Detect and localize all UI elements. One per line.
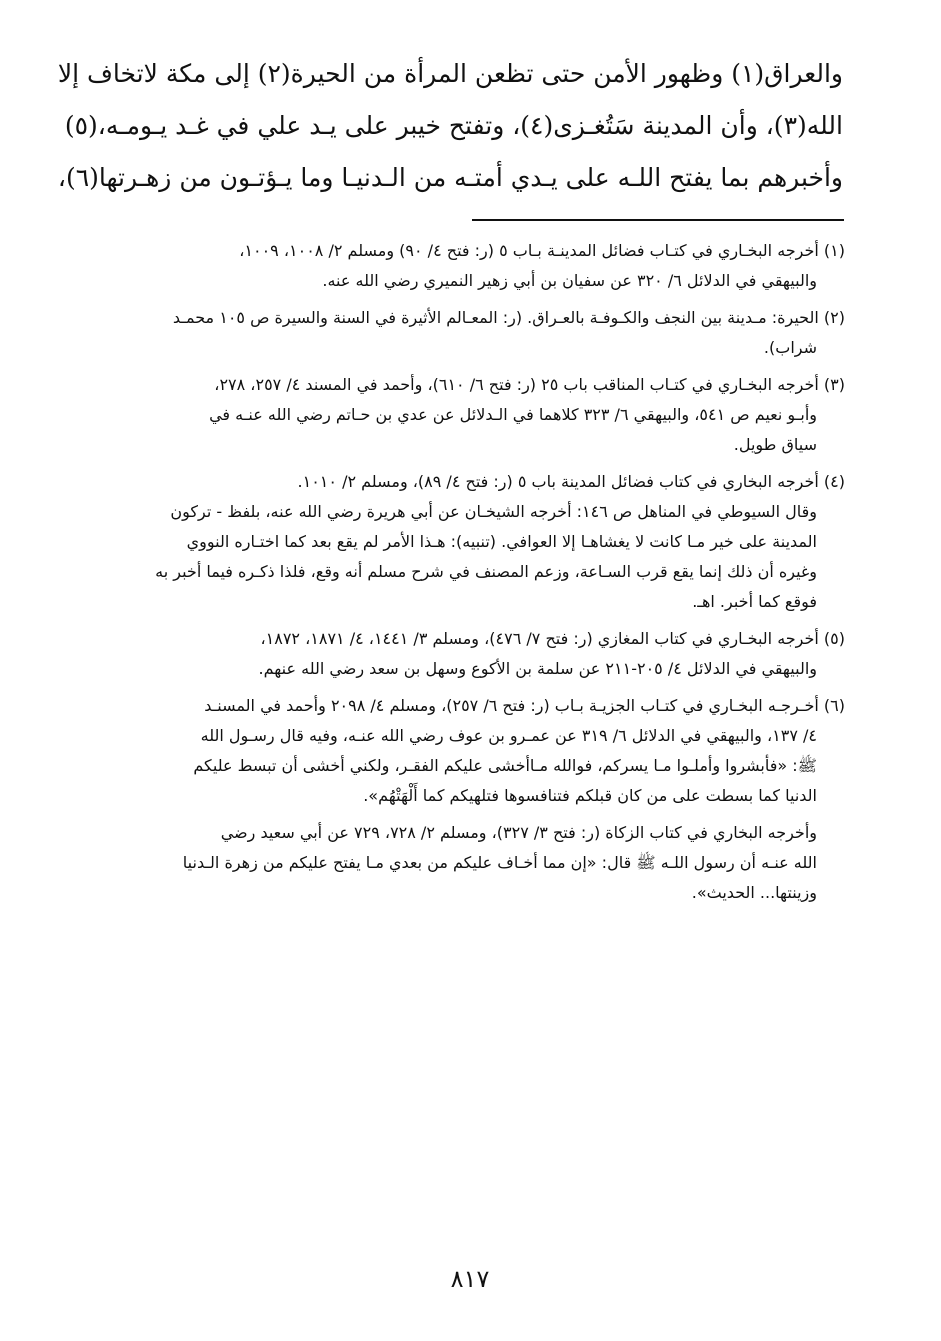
footnote-line: ٤/ ١٣٧، والبيهقي في الدلائل ٦/ ٣١٩ عن عمـرو بن عوف رضي الله عنـه، وفيه قال رسـول الله bbox=[200, 726, 817, 745]
footnotes bbox=[108, 236, 845, 915]
footnote-line: والبيهقي في الدلائل ٦/ ٣٢٠ عن سفيان بن أبي زهير النميري رضي الله عنه. bbox=[322, 271, 817, 290]
footnote-line: وغيره أن ذلك إنما يقع قرب السـاعة، وزعم المصنف في شرح مسلم أنه وقع، فلذا ذكـره فيما أخبر به bbox=[155, 562, 817, 581]
footnote-1 bbox=[108, 236, 845, 296]
footnote-2 bbox=[108, 303, 845, 363]
footnote-line: فوقع كما أخبر. اهـ. bbox=[692, 592, 817, 611]
footnote-line: (٢) الحيرة: مـدينة بين النجف والكـوفـة بالعـراق. (ر: المعـالم الأثيرة في السنة والسيرة ص ١٠٥ محمـد bbox=[172, 308, 845, 327]
footnote-6 bbox=[108, 691, 845, 811]
footnote-line: وقال السيوطي في المناهل ص ١٤٦: أخرجه الشيخـان عن أبي هريرة رضي الله عنه، بلفظ - تركون bbox=[170, 502, 817, 521]
main-text bbox=[57, 48, 843, 204]
footnote-line: المدينة على خير مـا كانت لا يغشاهـا إلا العوافي. (تنبيه): هـذا الأمر لم يقع بعد كما اختـاره النووي bbox=[186, 532, 817, 551]
main-text-line: الله(٣)، وأن المدينة سَتُغـزى(٤)، وتفتح خيبر على يـد علي في غـد يـومـه،(٥) bbox=[64, 111, 843, 140]
footnote-line: ﷺ: «فأبشروا وأملـوا مـا يسركم، فوالله مـاأخشى عليكم الفقـر، ولكني أخشى أن تبسط عليكم bbox=[193, 756, 817, 775]
footnote-line: سياق طويل. bbox=[733, 435, 817, 454]
main-text-line: والعراق(١) وظهور الأمن حتى تظعن المرأة من الحيرة(٢) إلى مكة لاتخاف إلا bbox=[57, 59, 843, 88]
footnote-line: وأبـو نعيم ص ٥٤١، والبيهقي ٦/ ٣٢٣ كلاهما في الـدلائل عن عدي بن حـاتم رضي الله عنـه في bbox=[209, 405, 817, 424]
footnote-4 bbox=[108, 467, 845, 617]
footnote-6-continued bbox=[108, 818, 845, 908]
main-text-line: وأخبرهم بما يفتح اللـه على يـدي أمتـه من الـدنيـا وما يـؤتـون من زهـرتها(٦)، bbox=[57, 163, 843, 192]
footnote-5 bbox=[108, 624, 845, 684]
footnote-separator bbox=[472, 219, 844, 221]
footnote-line: (٣) أخرجه البخـاري في كتـاب المناقب باب ٢٥ (ر: فتح ٦/ ٦١٠)، وأحمد في المسند ٤/ ٢٥٧، ٢٧٨، bbox=[214, 375, 845, 394]
footnote-line: شراب). bbox=[763, 338, 817, 357]
footnote-line: (٥) أخرجه البخـاري في كتاب المغازي (ر: فتح ٧/ ٤٧٦)، ومسلم ٣/ ١٤٤١، ٤/ ١٨٧١، ١٨٧٢، bbox=[260, 629, 845, 648]
footnote-line: (٤) أخرجه البخاري في كتاب فضائل المدينة باب ٥ (ر: فتح ٤/ ٨٩)، ومسلم ٢/ ١٠١٠. bbox=[297, 472, 845, 491]
footnote-line: الله عنـه أن رسول اللـه ﷺ قال: «إن مما أخـاف عليكم من بعدي مـا يفتح عليكم من زهرة الـدنيا bbox=[182, 853, 817, 872]
footnote-3 bbox=[108, 370, 845, 460]
footnote-line: وأخرجه البخاري في كتاب الزكاة (ر: فتح ٣/ ٣٢٧)، ومسلم ٢/ ٧٢٨، ٧٢٩ عن أبي سعيد رضي bbox=[220, 823, 817, 842]
footnote-line: وزينتها... الحديث». bbox=[691, 883, 817, 902]
footnote-line: والبيهقي في الدلائل ٤/ ٢٠٥-٢١١ عن سلمة بن الأكوع وسهل بن سعد رضي الله عنهم. bbox=[258, 659, 817, 678]
footnote-line: (٦) أخـرجـه البخـاري في كتـاب الجزيـة بـاب (ر: فتح ٦/ ٢٥٧)، ومسلم ٤/ ٢٠٩٨ وأحمد في المسنـد bbox=[204, 696, 845, 715]
footnote-line: الدنيا كما بسطت على من كان قبلكم فتنافسوها فتلهيكم كما أَلْهَتْهُم». bbox=[363, 786, 817, 805]
footnote-line: (١) أخرجه البخـاري في كتـاب فضائل المدينـة بـاب ٥ (ر: فتح ٤/ ٩٠) ومسلم ٢/ ١٠٠٨، ١٠٠٩، bbox=[239, 241, 845, 260]
page-number: ٨١٧ bbox=[450, 1265, 490, 1293]
